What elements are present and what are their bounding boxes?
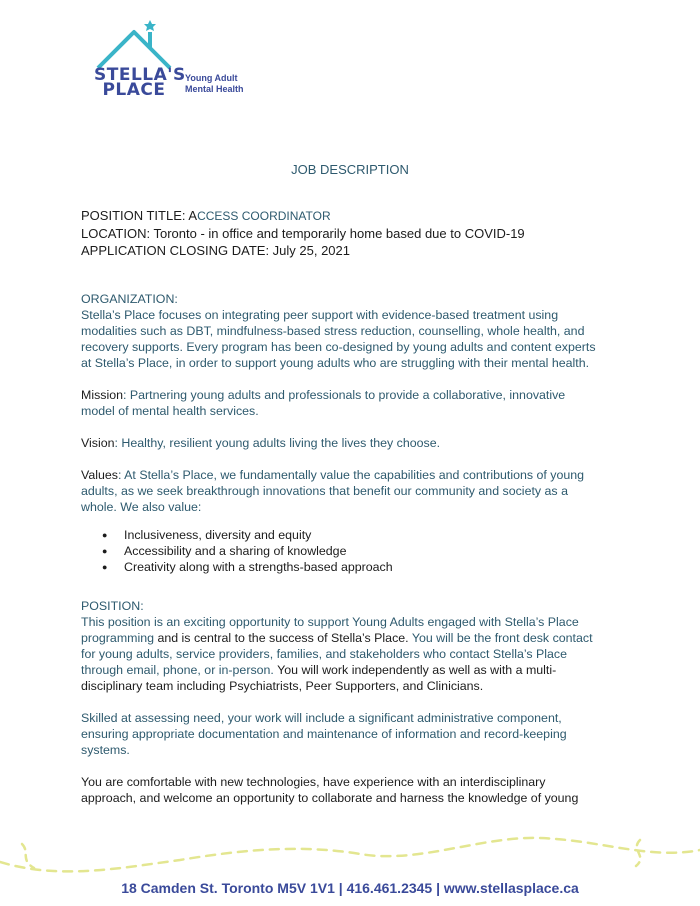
- footer-contact: 18 Camden St. Toronto M5V 1V1 | 416.461.2345 | www.stellasplace.ca: [121, 880, 579, 896]
- dashed-wave-decoration: [0, 820, 700, 880]
- closing-date-line: APPLICATION CLOSING DATE: July 25, 2021: [81, 243, 351, 258]
- position-heading: POSITION:: [81, 599, 144, 613]
- logo-wordmark: STELLA'S PLACE: [94, 65, 186, 100]
- position-paragraph-2: Skilled at assessing need, your work will include a significant administrative component, ensuring appropriate documentation and maintenance of information and record-keeping systems.: [81, 711, 567, 757]
- values-list: [81, 527, 601, 575]
- position-paragraph-1: This position is an exciting opportunity to support Young Adults engaged with Stella’s Place programming and is central to the success of Stella’s Place. You will be the front desk contact for young adults, service providers, families, and stakeholders who contact Stella’s Place through email, phone, or in-person. You will work independently as well as with a multi-disciplinary team including Psychiatrists, Peer Supporters, and Clinicians.: [81, 615, 593, 693]
- logo: [92, 18, 252, 104]
- list-item: ● Creativity along with a strengths-based approach: [81, 559, 601, 575]
- position-paragraph-3: You are comfortable with new technologies, have experience with an interdisciplinary approach, and welcome an opportunity to collaborate and harness the knowledge of young: [81, 775, 579, 805]
- organization-section: [81, 291, 601, 575]
- position-section: [81, 598, 601, 806]
- values-paragraph: Values: At Stella’s Place, we fundamentally value the capabilities and contributions of young adults, as we seek breakthrough innovations that benefit our community and society as a whole. We also value:: [81, 468, 585, 514]
- document-title: JOB DESCRIPTION: [291, 162, 409, 177]
- mission-paragraph: Mission: Partnering young adults and professionals to provide a collaborative, innovative model of mental health services.: [81, 388, 566, 418]
- position-title-line: POSITION TITLE: ACCESS COORDINATOR: [81, 208, 331, 223]
- job-meta: [81, 207, 525, 259]
- location-line: LOCATION: Toronto - in office and temporarily home based due to COVID-19: [81, 226, 525, 241]
- organization-body: Stella’s Place focuses on integrating peer support with evidence-based treatment using modalities such as DBT, mindfulness-based stress reduction, counselling, whole health, and recovery supports. Every program has been co-designed by young adults and content experts at Stella’s Place, in order to support young adults who are struggling with their mental health.: [81, 308, 596, 370]
- organization-heading: ORGANIZATION:: [81, 292, 178, 306]
- vision-paragraph: Vision: Healthy, resilient young adults living the lives they choose.: [81, 436, 441, 450]
- list-item: ● Inclusiveness, diversity and equity: [81, 527, 601, 543]
- logo-tagline: Young Adult Mental Health: [185, 73, 244, 94]
- list-item: ● Accessibility and a sharing of knowledge: [81, 543, 601, 559]
